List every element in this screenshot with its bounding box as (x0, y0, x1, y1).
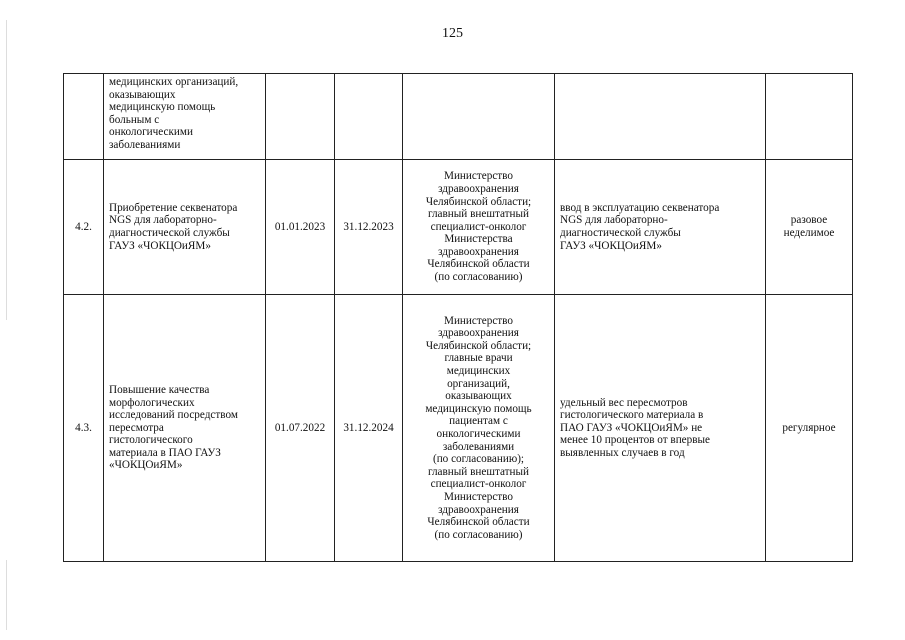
end-date: 31.12.2023 (343, 220, 394, 233)
result-type-line: регулярное (782, 421, 836, 434)
responsible-line: главный внештатный (427, 465, 530, 478)
start-date: 01.01.2023 (274, 220, 326, 233)
responsible-line: специалист-онколог (430, 220, 527, 233)
start-date: 01.07.2022 (274, 421, 326, 434)
responsible-line: Министерства (444, 233, 513, 246)
responsible-line: оказывающих (445, 390, 512, 403)
activity-name-line: исследований посредством (109, 409, 238, 422)
start-date-cell (266, 160, 335, 295)
activity-name-line: NGS для лабораторно- (109, 214, 217, 227)
end-date: 31.12.2024 (343, 421, 394, 434)
activity-name-cell (104, 74, 266, 160)
indicator-line: диагностической службы (560, 227, 681, 239)
row-number-cell (64, 74, 104, 160)
activity-name-line: диагностической службы (109, 227, 230, 239)
result-type-cell (766, 160, 853, 295)
activity-name-line: заболеваниями (109, 138, 181, 151)
responsible-line: организаций, (447, 377, 510, 390)
scan-edge-mark (6, 560, 7, 630)
responsible-line: медицинских (446, 365, 511, 378)
responsible-cell (403, 74, 555, 160)
activity-name-cell (104, 295, 266, 562)
activity-name-line: пересмотра (109, 421, 164, 434)
indicator-line: выявленных случаев в год (560, 446, 685, 459)
table-row (64, 160, 853, 295)
responsible-line: (по согласованию) (434, 271, 523, 284)
responsible-line: заболеваниями (442, 440, 515, 453)
row-number: 4.2. (75, 220, 92, 233)
indicator-line: гистологического материала в (560, 409, 704, 422)
result-type-cell (766, 74, 853, 160)
activity-name-cell (104, 160, 266, 295)
responsible-line: специалист-онколог (430, 478, 527, 491)
responsible-line: здравоохранения (438, 182, 519, 195)
responsible-line: Министерство (444, 314, 513, 327)
start-date-cell (266, 74, 335, 160)
activity-name-line: гистологического (109, 434, 193, 447)
end-date-cell (335, 295, 403, 562)
start-date-cell (266, 295, 335, 562)
indicator-line: удельный вес пересмотров (560, 396, 688, 409)
activity-name-line: больным с (109, 113, 160, 126)
page-number: 125 (442, 26, 463, 41)
table-row (64, 74, 853, 160)
table-row (64, 295, 853, 562)
indicator-line: ГАУЗ «ЧОКЦОиЯМ» (560, 239, 662, 252)
activity-name-line: медицинскую помощь (109, 101, 216, 114)
responsible-line: пациентам с (449, 415, 508, 428)
responsible-line: здравоохранения (438, 327, 519, 340)
responsible-line: медицинскую помощь (425, 402, 532, 415)
responsible-line: главный внештатный (427, 208, 530, 221)
responsible-line: Челябинской области (427, 516, 530, 529)
activity-name-line: Повышение качества (109, 383, 210, 396)
indicator-line: NGS для лабораторно- (560, 214, 668, 227)
indicator-line: менее 10 процентов от впервые (560, 434, 710, 447)
responsible-line: главные врачи (444, 352, 513, 365)
activity-name-line: онкологическими (109, 126, 193, 139)
indicator-cell (555, 295, 766, 562)
activity-name-line: морфологических (109, 396, 195, 409)
responsible-line: Министерство (444, 490, 513, 503)
activity-name-line: оказывающих (109, 88, 176, 101)
indicator-cell (555, 160, 766, 295)
responsible-line: здравоохранения (438, 503, 519, 516)
responsible-line: Министерство (444, 170, 513, 183)
activity-name-line: ГАУЗ «ЧОКЦОиЯМ» (109, 239, 211, 252)
activity-name-line: материала в ПАО ГАУЗ (109, 446, 221, 459)
end-date-cell (335, 160, 403, 295)
scan-edge-mark (6, 20, 7, 320)
end-date-cell (335, 74, 403, 160)
indicator-line: ПАО ГАУЗ «ЧОКЦОиЯМ» не (560, 421, 703, 434)
responsible-cell (403, 295, 555, 562)
responsible-line: (по согласованию); (432, 453, 525, 466)
responsible-line: Челябинской области (427, 258, 530, 271)
responsible-line: Челябинской области; (425, 339, 532, 352)
result-type-line: разовое (790, 214, 828, 227)
responsible-cell (403, 160, 555, 295)
row-number-cell (64, 295, 104, 562)
responsible-line: здравоохранения (438, 245, 519, 258)
result-type-cell (766, 295, 853, 562)
result-type-line: неделимое (783, 227, 835, 239)
indicator-line: ввод в эксплуатацию секвенатора (560, 201, 720, 214)
activity-name-line: медицинских организаций, (109, 76, 239, 88)
row-number-cell (64, 160, 104, 295)
activity-name-line: Приобретение секвенатора (109, 201, 238, 214)
responsible-line: Челябинской области; (425, 195, 532, 208)
indicator-cell (555, 74, 766, 160)
responsible-line: (по согласованию) (434, 528, 523, 541)
plan-table (63, 73, 853, 562)
activity-name-line: «ЧОКЦОиЯМ» (109, 459, 183, 472)
row-number: 4.3. (75, 421, 92, 434)
responsible-line: онкологическими (436, 428, 521, 440)
